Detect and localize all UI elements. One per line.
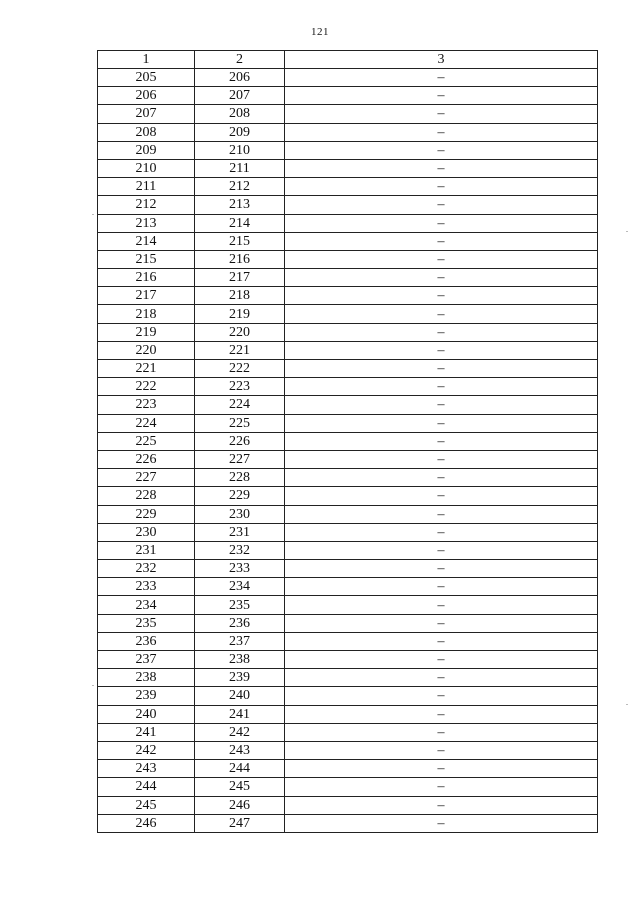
table-cell-col2: 239 <box>195 669 285 687</box>
table-cell-col3: – <box>285 159 598 177</box>
table-cell-col3: – <box>285 669 598 687</box>
table-cell-col1: 219 <box>98 323 195 341</box>
table-cell-col2: 243 <box>195 741 285 759</box>
table-cell-col2: 232 <box>195 541 285 559</box>
table-cell-col2: 229 <box>195 487 285 505</box>
table-row <box>98 778 598 796</box>
table-cell-col2: 238 <box>195 651 285 669</box>
table-cell-col3: – <box>285 632 598 650</box>
table-cell-col2: 242 <box>195 723 285 741</box>
table-cell-col2: 217 <box>195 269 285 287</box>
table-cell-col3: – <box>285 705 598 723</box>
table-cell-col2: 231 <box>195 523 285 541</box>
table-cell-col2: 234 <box>195 578 285 596</box>
table-cell-col1: 242 <box>98 741 195 759</box>
table-body <box>98 69 598 833</box>
table-cell-col1: 233 <box>98 578 195 596</box>
table-row <box>98 796 598 814</box>
table-row <box>98 523 598 541</box>
table-cell-col3: – <box>285 232 598 250</box>
table-cell-col3: – <box>285 141 598 159</box>
scan-mark <box>626 704 628 705</box>
table-cell-col3: – <box>285 450 598 468</box>
table-row <box>98 123 598 141</box>
table-cell-col1: 240 <box>98 705 195 723</box>
table-cell-col1: 238 <box>98 669 195 687</box>
table-cell-col1: 223 <box>98 396 195 414</box>
table-cell-col3: – <box>285 341 598 359</box>
table-cell-col1: 224 <box>98 414 195 432</box>
table-row <box>98 396 598 414</box>
table-cell-col2: 247 <box>195 814 285 832</box>
table-cell-col2: 226 <box>195 432 285 450</box>
table-row <box>98 505 598 523</box>
table-cell-col3: – <box>285 505 598 523</box>
table-row <box>98 432 598 450</box>
table-cell-col1: 231 <box>98 541 195 559</box>
table-row <box>98 287 598 305</box>
table-cell-col2: 224 <box>195 396 285 414</box>
table-row <box>98 687 598 705</box>
header-row <box>98 51 598 69</box>
column-header-2: 2 <box>195 51 285 69</box>
table-row <box>98 87 598 105</box>
table-cell-col1: 206 <box>98 87 195 105</box>
table-cell-col3: – <box>285 469 598 487</box>
table-cell-col1: 226 <box>98 450 195 468</box>
table-cell-col2: 208 <box>195 105 285 123</box>
table-cell-col2: 228 <box>195 469 285 487</box>
table-row <box>98 651 598 669</box>
table-cell-col1: 230 <box>98 523 195 541</box>
page-number: 121 <box>311 26 329 38</box>
table-row <box>98 614 598 632</box>
table-row <box>98 814 598 832</box>
table-cell-col1: 229 <box>98 505 195 523</box>
table-row <box>98 232 598 250</box>
table-row <box>98 450 598 468</box>
table-cell-col3: – <box>285 287 598 305</box>
table-cell-col1: 239 <box>98 687 195 705</box>
table-cell-col1: 208 <box>98 123 195 141</box>
table-cell-col2: 222 <box>195 360 285 378</box>
table-cell-col1: 235 <box>98 614 195 632</box>
column-header-1: 1 <box>98 51 195 69</box>
table-cell-col2: 241 <box>195 705 285 723</box>
table-cell-col3: – <box>285 123 598 141</box>
table-row <box>98 360 598 378</box>
table-cell-col3: – <box>285 87 598 105</box>
table-row <box>98 341 598 359</box>
table-cell-col3: – <box>285 396 598 414</box>
table-cell-col1: 211 <box>98 178 195 196</box>
table-cell-col1: 212 <box>98 196 195 214</box>
table-cell-col1: 218 <box>98 305 195 323</box>
table-cell-col1: 210 <box>98 159 195 177</box>
table-cell-col2: 212 <box>195 178 285 196</box>
table-cell-col2: 227 <box>195 450 285 468</box>
table-cell-col1: 243 <box>98 760 195 778</box>
table-cell-col3: – <box>285 214 598 232</box>
table-cell-col2: 215 <box>195 232 285 250</box>
table-cell-col3: – <box>285 305 598 323</box>
table-cell-col3: – <box>285 814 598 832</box>
table-row <box>98 723 598 741</box>
table-cell-col2: 223 <box>195 378 285 396</box>
scan-mark <box>92 214 94 215</box>
table-row <box>98 159 598 177</box>
table-cell-col1: 234 <box>98 596 195 614</box>
table-row <box>98 378 598 396</box>
table-row <box>98 414 598 432</box>
table-cell-col2: 233 <box>195 560 285 578</box>
table-cell-col3: – <box>285 323 598 341</box>
table-cell-col3: – <box>285 432 598 450</box>
table-row <box>98 105 598 123</box>
table-cell-col3: – <box>285 523 598 541</box>
table-cell-col3: – <box>285 596 598 614</box>
table-cell-col1: 237 <box>98 651 195 669</box>
table-cell-col1: 225 <box>98 432 195 450</box>
table-row <box>98 487 598 505</box>
table-cell-col1: 213 <box>98 214 195 232</box>
table-cell-col3: – <box>285 723 598 741</box>
table-cell-col3: – <box>285 541 598 559</box>
table-row <box>98 760 598 778</box>
table-cell-col2: 230 <box>195 505 285 523</box>
table-cell-col2: 213 <box>195 196 285 214</box>
table-cell-col1: 215 <box>98 250 195 268</box>
table-cell-col3: – <box>285 487 598 505</box>
table-row <box>98 741 598 759</box>
table-cell-col3: – <box>285 414 598 432</box>
table-cell-col1: 207 <box>98 105 195 123</box>
table-cell-col1: 241 <box>98 723 195 741</box>
table-cell-col1: 217 <box>98 287 195 305</box>
table-cell-col2: 237 <box>195 632 285 650</box>
table-row <box>98 560 598 578</box>
table-cell-col1: 216 <box>98 269 195 287</box>
table-cell-col2: 236 <box>195 614 285 632</box>
table-cell-col1: 244 <box>98 778 195 796</box>
table-cell-col3: – <box>285 69 598 87</box>
table-cell-col2: 221 <box>195 341 285 359</box>
table-cell-col3: – <box>285 196 598 214</box>
table-cell-col2: 219 <box>195 305 285 323</box>
table-row <box>98 214 598 232</box>
table-cell-col1: 246 <box>98 814 195 832</box>
table-cell-col1: 209 <box>98 141 195 159</box>
table-cell-col3: – <box>285 360 598 378</box>
data-table <box>97 50 598 833</box>
table-row <box>98 141 598 159</box>
table-cell-col1: 221 <box>98 360 195 378</box>
table-cell-col1: 220 <box>98 341 195 359</box>
table-cell-col3: – <box>285 578 598 596</box>
table-cell-col3: – <box>285 741 598 759</box>
table-row <box>98 269 598 287</box>
table-cell-col3: – <box>285 269 598 287</box>
table-cell-col3: – <box>285 105 598 123</box>
table-row <box>98 305 598 323</box>
table-cell-col2: 245 <box>195 778 285 796</box>
table-cell-col1: 228 <box>98 487 195 505</box>
table-row <box>98 705 598 723</box>
table-cell-col2: 216 <box>195 250 285 268</box>
table-cell-col3: – <box>285 560 598 578</box>
table-row <box>98 69 598 87</box>
table-cell-col3: – <box>285 378 598 396</box>
table-cell-col2: 240 <box>195 687 285 705</box>
table-row <box>98 632 598 650</box>
table-cell-col1: 236 <box>98 632 195 650</box>
table-header <box>98 51 598 69</box>
table-cell-col3: – <box>285 614 598 632</box>
table-cell-col3: – <box>285 796 598 814</box>
table-row <box>98 541 598 559</box>
table-cell-col1: 245 <box>98 796 195 814</box>
table-cell-col2: 209 <box>195 123 285 141</box>
table-row <box>98 196 598 214</box>
table-cell-col2: 235 <box>195 596 285 614</box>
column-header-3: 3 <box>285 51 598 69</box>
table-row <box>98 596 598 614</box>
table-cell-col3: – <box>285 651 598 669</box>
table-cell-col2: 214 <box>195 214 285 232</box>
table-cell-col2: 218 <box>195 287 285 305</box>
scan-mark <box>626 231 628 232</box>
table-row <box>98 178 598 196</box>
table-row <box>98 250 598 268</box>
table-cell-col3: – <box>285 250 598 268</box>
table-row <box>98 469 598 487</box>
table-cell-col3: – <box>285 778 598 796</box>
table-cell-col2: 244 <box>195 760 285 778</box>
table-cell-col2: 220 <box>195 323 285 341</box>
table-cell-col1: 205 <box>98 69 195 87</box>
table-cell-col2: 246 <box>195 796 285 814</box>
table-cell-col1: 232 <box>98 560 195 578</box>
table-row <box>98 323 598 341</box>
table-cell-col2: 206 <box>195 69 285 87</box>
table-cell-col2: 210 <box>195 141 285 159</box>
table-cell-col2: 225 <box>195 414 285 432</box>
table-cell-col2: 211 <box>195 159 285 177</box>
table-row <box>98 669 598 687</box>
table-cell-col2: 207 <box>195 87 285 105</box>
table-cell-col1: 227 <box>98 469 195 487</box>
table-row <box>98 578 598 596</box>
table-cell-col1: 214 <box>98 232 195 250</box>
scan-mark <box>92 685 94 686</box>
table-cell-col3: – <box>285 687 598 705</box>
table-cell-col1: 222 <box>98 378 195 396</box>
table-cell-col3: – <box>285 178 598 196</box>
table-cell-col3: – <box>285 760 598 778</box>
